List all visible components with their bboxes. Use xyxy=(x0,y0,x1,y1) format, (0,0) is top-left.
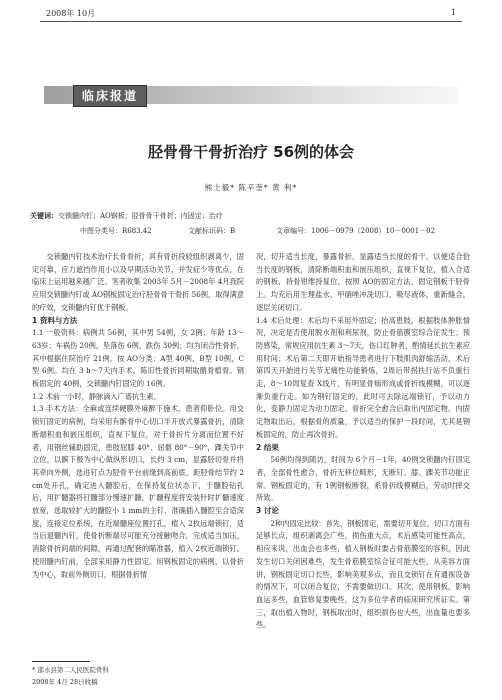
body-paragraph: 交锁髓内钉技术治疗长骨骨折，具有骨折段较组织剥离少，固定可靠，应力遮挡作用小以及早期活动关节，并发症少等优点，在临床上运用越来越广泛。笔者收集 2003年 5月－2008年 4月我院应用交锁髓内钉或 AO钢板固定治疗胫骨骨干骨折 56例，取得满意的疗效，交锁髓内钉优于钢板。 xyxy=(32,252,244,312)
keywords-line xyxy=(30,211,223,221)
section-heading: 1 资料与方法 xyxy=(32,315,78,325)
footnote-divider xyxy=(32,661,90,662)
footnote-affiliation: * 邵水县第二人民医院骨科 xyxy=(32,666,109,674)
header-divider xyxy=(40,21,462,22)
body-paragraph: 56例均得到随访，时间为 6个月－1年，40例交锁髓内钉固定者，全部骨性愈合，骨折无移位畸形，无断钉、膝、踝关节功能正常。钢板固定的，有 1例钢板断裂，系骨折线模糊后，劳动时摔交所致。 xyxy=(256,455,470,503)
left-column xyxy=(32,251,244,581)
article-title: 胫骨骨干骨折治疗 56例的体会 xyxy=(147,143,355,161)
section-heading: 2 结果 xyxy=(256,442,279,452)
body-paragraph: 2种内固定比较：首先，钢板固定，需要切开复位，切口方面有足够长点，组织剥离会广些，损伤重大点，术后感染可能性高点，相应来说，出血会也多些，植入钢板时要占骨筋膜室的容积，因此发生切口关闭困难些，发生骨筋膜室综合征可能大些，从美容方面讲，钢板固定切口长些，影响美观多点，而且交锁钉在有通视设备的情况下，可以闭合复位，不需要做切口。其次，使用钢板，影响血运多些，血管修复要晚些，这为多位学者的临床研究所证实。第三，取出植入物时，钢板取出时，组织损伤也大些，出血量也要多些。 xyxy=(256,518,470,630)
article-id: 文章编号：1006－0979（2008）10－0001－02 xyxy=(276,227,436,235)
body-paragraph: 1.1 一般资料：病例共 56例，其中男 54例，女 2例；年龄 13～63岁；车祸伤 20例，坠落伤 6例，跌伤 30例；均为闭合性骨折，其中根据住院治疗 21例。按 AO分类：A型 40例，B型 10例，C型 6例。均在 3 h～7天内手术，陈旧性骨折同期取髂骨植骨。钢板固定的 40例，交锁髓内钉固定的 16例。 xyxy=(32,328,244,389)
body-paragraph: 1.2 术前一小时，静脉滴入广谱抗生素。 xyxy=(32,391,161,401)
body-paragraph: 1.4 术后处理：术后均不采用外固定；抬高患肢，根据肢体肿胀情况，决定是否使用脱水剂和利尿剂，防止骨筋膜室综合征发生；预防感染，常规应用抗生素 3～7天，伤口红肿者，酌情延长抗生素应用时间；术后第二天即开始指导患者进行下肢肌肉舒缩活动，术后第四天开始进行关节无痛性功能锻炼，2周后带拐扶行站不负重行走，8～10周复查 X线片，有明显骨痂形成或骨折线模糊，可以逐渐负重行走。如为钢钉固定的，此时可去除远端锁钉，予以动力化，变静力固定为动力固定。骨折完全愈合后取出内固定物，内固定物取出后，根据骨的质量，予以适当的保护一段时间，尤其是钢板固定的，防止再次骨折。 xyxy=(256,315,470,439)
right-column xyxy=(256,251,470,632)
authors: 熊士毅* 陈辛奎* 黄 利* xyxy=(204,183,298,192)
keywords-label: 关键词： xyxy=(30,211,58,220)
body-paragraph: 1.3 手术方法：全麻或连续硬膜外麻醉下施术，患者仰卧位。用交锁钉固定的病例，均采用有髌骨中心切口半开放式暴露骨折，清除断端积血和嵌压组织，直视下复位，对于骨折片分离而位置不好者，用钢丝辅助固定，患肢屈膝 40°、屈髂 80°－90°，踝关节中立位，以髌下极为中心做纵形切口，长约 3 cm，显露胫切骨并将其牵向外侧，选进钉点为胫骨平台前缘到高前底，距胫骨结节约 2 cm处开孔，确定进入髓腔后，在保持复位状态下，于髓腔钻孔后，用扩髓器将钉髓部分慢速扩髓，扩髓程度将安装针时扩髓速度放宽，选取较扩大的髓腔小 1 mm的主钉，准确插入髓腔至合适深度，连接定位系统，在近端髓座位置打孔，植入 2枚远端锁钉，适当后退髓内钉，使骨折断端尽可能充分接触吻合，完成适当加压，消除骨折间端的间隙，再通过配套的瞄准器，植入 2枚近端锁钉。使用髓内钉前，全部采用静力性固定。用钢板固定的病例，以骨折为中心，取前外侧切口，根据骨折情 xyxy=(32,404,244,579)
section-tag: 临床报道 xyxy=(73,85,147,107)
section-heading: 3 讨论 xyxy=(256,506,279,516)
footnote-received: 2008年 4月 28日收稿 xyxy=(32,678,98,686)
page-number: 1 xyxy=(450,8,456,17)
running-header xyxy=(46,8,456,20)
clc-number: 中图分类号：R683.42 xyxy=(80,227,152,235)
document-code: 文献标识码：B xyxy=(188,227,236,235)
keywords-text: 交锁髓内钉；AO钢板；胫骨骨干骨折；内固定；治疗 xyxy=(58,212,223,220)
body-paragraph: 况，切开适当长度，暴露骨折，显露适当长度的骨干，以便适合恰当长度的钢板，清除断端积血和嵌压组织，直视下复位，植入合适的钢板，持骨钳维持复位，按照 AO的固定方法，固定钢板于胫骨上。均充后用生理盐水、甲硝唑冲洗切口，吸尽液体，重新缝合，逐层关闭切口。 xyxy=(256,252,470,312)
header-date: 2008年 10月 xyxy=(46,9,96,18)
